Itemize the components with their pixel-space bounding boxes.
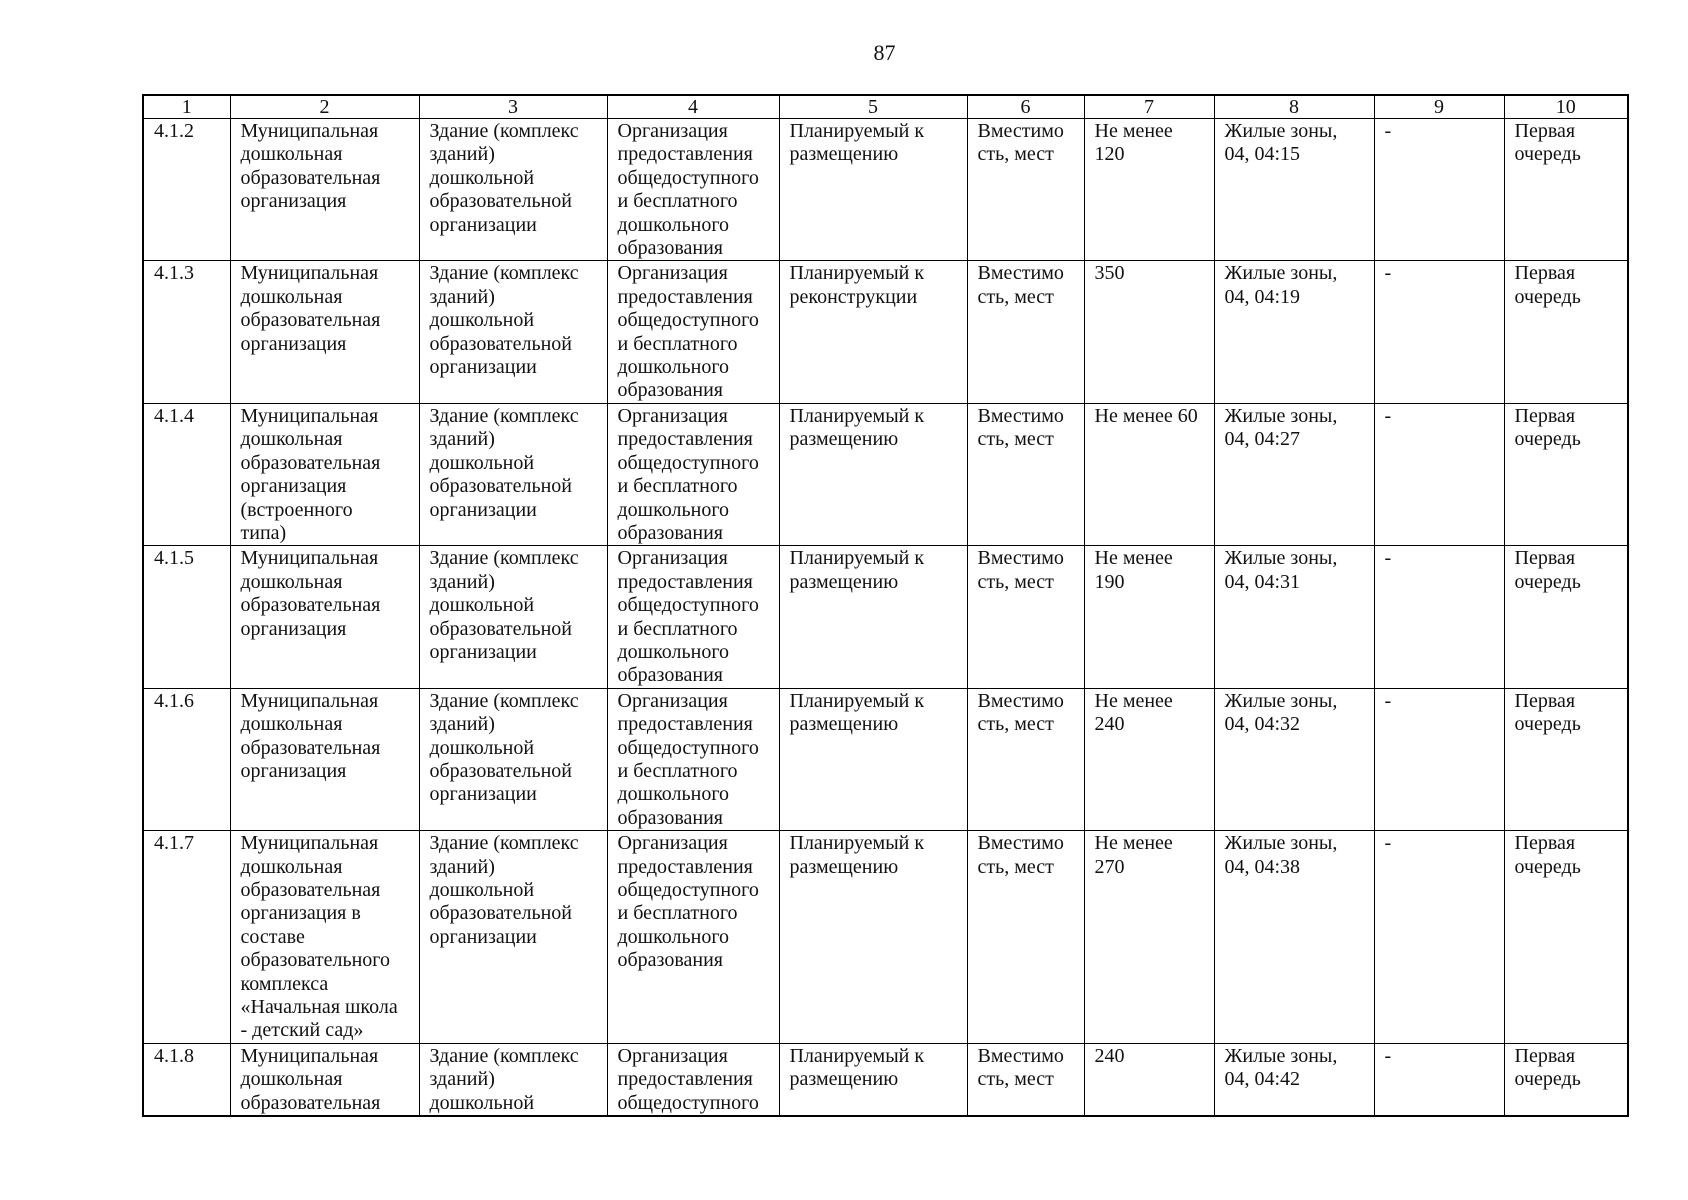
table-cell-col-3: Здание (комплекс зданий) дошкольной образовательной организации [419, 831, 607, 1044]
table-cell-col-3: Здание (комплекс зданий) дошкольной [419, 1043, 607, 1116]
table-cell-col-4: Организация предоставления общедоступного и бесплатного дошкольного образования [607, 831, 779, 1044]
table-cell-col-10: Первая очередь [1504, 546, 1628, 688]
table-row [143, 831, 1628, 1044]
table-cell-col-10: Первая очередь [1504, 261, 1628, 403]
table-cell-col-6: Вместимо сть, мест [967, 546, 1084, 688]
table-cell-col-5: Планируемый к размещению [779, 546, 967, 688]
table-head [143, 95, 1628, 119]
column-header-3: 3 [419, 95, 607, 119]
table-row [143, 688, 1628, 830]
table-cell-col-1: 4.1.4 [143, 403, 230, 545]
table-cell-col-8: Жилые зоны, 04, 04:32 [1214, 688, 1374, 830]
table-row [143, 546, 1628, 688]
table-cell-col-1: 4.1.8 [143, 1043, 230, 1116]
table-cell-col-6: Вместимо сть, мест [967, 688, 1084, 830]
table-cell-col-5: Планируемый к размещению [779, 403, 967, 545]
table-cell-col-9: - [1374, 119, 1504, 261]
table-cell-col-3: Здание (комплекс зданий) дошкольной образовательной организации [419, 688, 607, 830]
table-cell-col-9: - [1374, 688, 1504, 830]
table-cell-col-9: - [1374, 261, 1504, 403]
table-cell-col-2: Муниципальная дошкольная образовательная организация [230, 688, 419, 830]
table-cell-col-4: Организация предоставления общедоступного [607, 1043, 779, 1116]
table-cell-col-1: 4.1.5 [143, 546, 230, 688]
table-row [143, 119, 1628, 261]
table-cell-col-8: Жилые зоны, 04, 04:38 [1214, 831, 1374, 1044]
table-body [143, 119, 1628, 1117]
table-cell-col-4: Организация предоставления общедоступного и бесплатного дошкольного образования [607, 403, 779, 545]
table-row [143, 261, 1628, 403]
table-cell-col-7: Не менее 240 [1084, 688, 1214, 830]
table-cell-col-8: Жилые зоны, 04, 04:27 [1214, 403, 1374, 545]
table-cell-col-7: 240 [1084, 1043, 1214, 1116]
table-cell-col-1: 4.1.7 [143, 831, 230, 1044]
table-cell-col-10: Первая очередь [1504, 403, 1628, 545]
table-cell-col-4: Организация предоставления общедоступного и бесплатного дошкольного образования [607, 688, 779, 830]
table-cell-col-2: Муниципальная дошкольная образовательная организация в составе образовательного комплекса «Начальная школа - детский сад» [230, 831, 419, 1044]
table-cell-col-3: Здание (комплекс зданий) дошкольной образовательной организации [419, 546, 607, 688]
table-cell-col-5: Планируемый к реконструкции [779, 261, 967, 403]
table-cell-col-7: Не менее 270 [1084, 831, 1214, 1044]
table-cell-col-1: 4.1.3 [143, 261, 230, 403]
table-cell-col-1: 4.1.6 [143, 688, 230, 830]
table-cell-col-2: Муниципальная дошкольная образовательная организация [230, 119, 419, 261]
table-cell-col-9: - [1374, 831, 1504, 1044]
table-cell-col-6: Вместимо сть, мест [967, 1043, 1084, 1116]
table-cell-col-4: Организация предоставления общедоступного и бесплатного дошкольного образования [607, 119, 779, 261]
column-header-1: 1 [143, 95, 230, 119]
table-cell-col-8: Жилые зоны, 04, 04:31 [1214, 546, 1374, 688]
table-cell-col-10: Первая очередь [1504, 831, 1628, 1044]
table-cell-col-5: Планируемый к размещению [779, 831, 967, 1044]
table-cell-col-3: Здание (комплекс зданий) дошкольной образовательной организации [419, 119, 607, 261]
table-cell-col-2: Муниципальная дошкольная образовательная [230, 1043, 419, 1116]
column-header-10: 10 [1504, 95, 1628, 119]
table-cell-col-3: Здание (комплекс зданий) дошкольной образовательной организации [419, 403, 607, 545]
page-number: 87 [873, 40, 896, 65]
table-cell-col-9: - [1374, 403, 1504, 545]
table-cell-col-8: Жилые зоны, 04, 04:15 [1214, 119, 1374, 261]
table-cell-col-8: Жилые зоны, 04, 04:19 [1214, 261, 1374, 403]
table-cell-col-5: Планируемый к размещению [779, 688, 967, 830]
table-cell-col-1: 4.1.2 [143, 119, 230, 261]
table-cell-col-10: Первая очередь [1504, 119, 1628, 261]
data-table [142, 94, 1629, 1117]
table-cell-col-7: Не менее 120 [1084, 119, 1214, 261]
table-cell-col-7: Не менее 60 [1084, 403, 1214, 545]
table-cell-col-5: Планируемый к размещению [779, 1043, 967, 1116]
table-row [143, 1043, 1628, 1116]
table-cell-col-9: - [1374, 1043, 1504, 1116]
column-header-6: 6 [967, 95, 1084, 119]
table-cell-col-6: Вместимо сть, мест [967, 403, 1084, 545]
column-header-2: 2 [230, 95, 419, 119]
table-cell-col-9: - [1374, 546, 1504, 688]
table-cell-col-4: Организация предоставления общедоступного и бесплатного дошкольного образования [607, 546, 779, 688]
table-cell-col-10: Первая очередь [1504, 1043, 1628, 1116]
table-cell-col-8: Жилые зоны, 04, 04:42 [1214, 1043, 1374, 1116]
table-cell-col-2: Муниципальная дошкольная образовательная организация (встроенного типа) [230, 403, 419, 545]
column-header-5: 5 [779, 95, 967, 119]
table-header-row [143, 95, 1628, 119]
table-cell-col-4: Организация предоставления общедоступного и бесплатного дошкольного образования [607, 261, 779, 403]
table-cell-col-6: Вместимо сть, мест [967, 261, 1084, 403]
column-header-8: 8 [1214, 95, 1374, 119]
table-cell-col-6: Вместимо сть, мест [967, 119, 1084, 261]
table-cell-col-10: Первая очередь [1504, 688, 1628, 830]
table-cell-col-7: 350 [1084, 261, 1214, 403]
table-row [143, 403, 1628, 545]
column-header-4: 4 [607, 95, 779, 119]
column-header-7: 7 [1084, 95, 1214, 119]
column-header-9: 9 [1374, 95, 1504, 119]
table-cell-col-5: Планируемый к размещению [779, 119, 967, 261]
table-cell-col-7: Не менее 190 [1084, 546, 1214, 688]
table-cell-col-6: Вместимо сть, мест [967, 831, 1084, 1044]
table-cell-col-2: Муниципальная дошкольная образовательная организация [230, 546, 419, 688]
table-cell-col-2: Муниципальная дошкольная образовательная организация [230, 261, 419, 403]
table-cell-col-3: Здание (комплекс зданий) дошкольной образовательной организации [419, 261, 607, 403]
